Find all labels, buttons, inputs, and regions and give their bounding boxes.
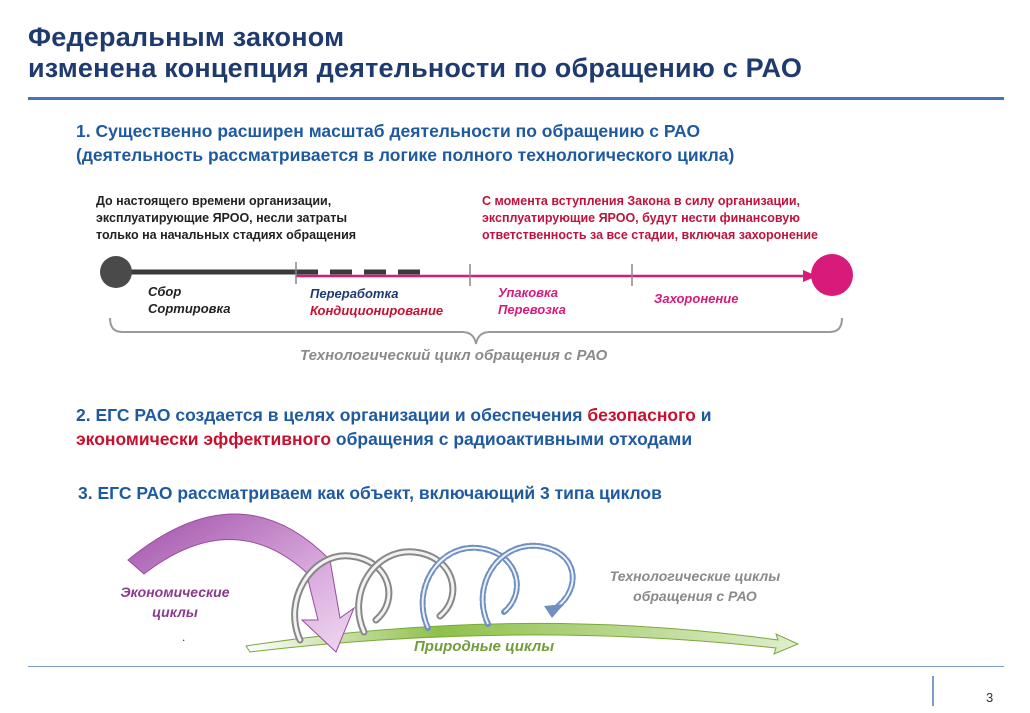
point-2-part1: 2. ЕГС РАО создается в целях организации и обеспечения (76, 405, 588, 425)
point-2-and: и (695, 405, 712, 425)
cycle-caption: Технологический цикл обращения с РАО (300, 347, 608, 364)
point-2-part5: обращения с радиоактивными отходами (331, 429, 693, 449)
tech-cycles-label (590, 566, 800, 606)
tech-loop-arrowhead (544, 604, 564, 618)
note-before-line3: только на начальных стадиях обращения (96, 228, 357, 242)
footer-divider (28, 666, 1004, 667)
economic-label-line2: циклы (152, 604, 198, 620)
point-2-efficient: экономически эффективного (76, 429, 332, 449)
point-1-line1: 1. Существенно расширен масштаб деятельности по обращению с РАО (76, 121, 701, 141)
stage-label-transport: Перевозка (498, 302, 566, 317)
note-before-line1: До настоящего времени организации, (96, 194, 332, 208)
footer-vertical-divider (932, 676, 934, 706)
stage-label-processing: Переработка (310, 286, 399, 301)
point-2-safe: безопасного (587, 405, 696, 425)
point-1-line2: (деятельность рассматривается в логике полного технологического цикла) (76, 145, 735, 165)
economic-cycles-label (100, 582, 250, 622)
economic-label-line1: Экономические (120, 584, 230, 600)
page-title-line1: Федеральным законом (28, 22, 345, 52)
stage-label-collect: Сбор (148, 284, 182, 299)
nature-cycles-label: Природные циклы (414, 638, 555, 655)
tech-label-line2: обращения с РАО (633, 588, 757, 604)
page-title-line2: изменена концепция деятельности по обращению с РАО (28, 53, 803, 83)
tech-loop-dashed-inner (483, 546, 573, 624)
stage-label-sort: Сортировка (148, 301, 231, 316)
tech-loop-dashed (483, 546, 573, 624)
stage-label-packaging: Упаковка (498, 285, 559, 300)
note-before-line2: эксплуатирующие ЯРОО, несли затраты (96, 211, 348, 225)
stage-disposal: Захоронение (654, 291, 739, 306)
stage-label-conditioning: Кондиционирование (310, 303, 444, 318)
stray-dot: . (182, 630, 186, 644)
note-after-line1: С момента вступления Закона в силу организации, (482, 194, 801, 208)
page-number: 3 (986, 690, 994, 705)
note-after-line3: ответственность за все стадии, включая захоронение (482, 228, 818, 242)
note-after-line2: эксплуатирующие ЯРОО, будут нести финансовую (482, 211, 800, 225)
tech-label-line1: Технологические циклы (609, 568, 781, 584)
point-3-text: 3. ЕГС РАО рассматриваем как объект, включающий 3 типа циклов (78, 483, 662, 503)
